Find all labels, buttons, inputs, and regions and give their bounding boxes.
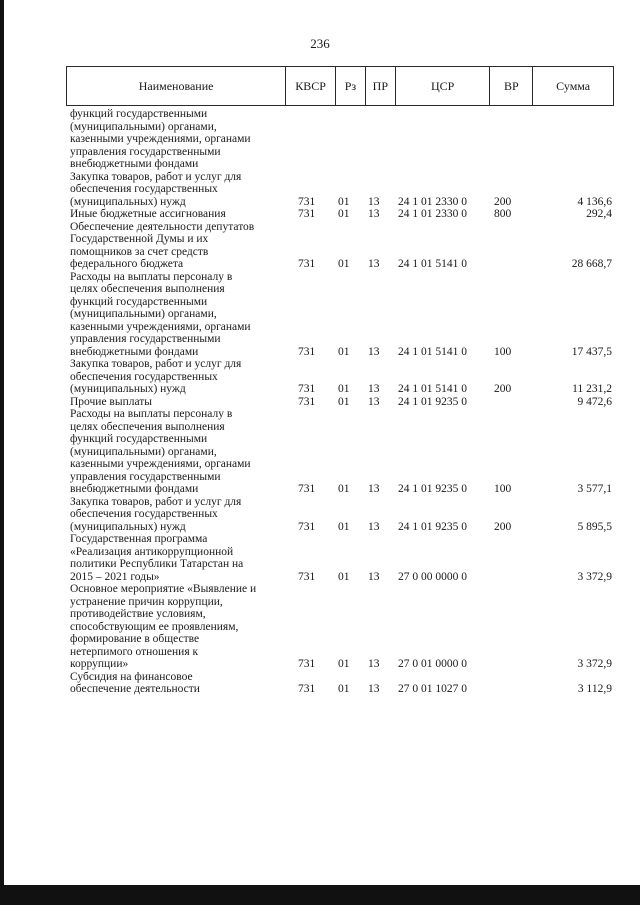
cell-rz: 01 (338, 195, 350, 208)
cell-kvsr: 731 (298, 683, 316, 695)
cell-kvsr: 731 (298, 345, 316, 358)
cell-kvsr: 731 (298, 570, 316, 583)
cell-rz: 01 (338, 570, 350, 583)
cell-pr: 13 (368, 483, 380, 495)
cell-sum: 9 472,6 (577, 395, 612, 408)
table-row (70, 271, 614, 359)
cell-vr: 200 (494, 383, 512, 395)
cell-name: Обеспечение деятельности депутатов Государственной Думы и их помощников за счет средств федерального бюджета (70, 220, 255, 270)
cell-name: Прочие выплаты (70, 395, 153, 408)
header-sum: Сумма (556, 78, 591, 93)
cell-sum: 3 112,9 (577, 683, 612, 695)
header-csr: ЦСР (396, 67, 491, 105)
cell-csr: 27 0 01 1027 0 (398, 683, 467, 695)
cell-csr: 24 1 01 9235 0 (398, 520, 467, 533)
cell-kvsr: 731 (298, 395, 316, 408)
cell-name: Закупка товаров, работ и услуг для обеспечения государственных (муниципальных) нужд (70, 170, 242, 208)
cell-rz: 01 (338, 395, 350, 408)
cell-name: Иные бюджетные ассигнования (70, 208, 226, 220)
cell-name: Основное мероприятие «Выявление и устранение причин коррупции, противодействие условиям, способствующим ее проявлениям, формирование в обществе нетерпимого отношения к коррупции» (70, 583, 257, 670)
cell-pr: 13 (368, 658, 380, 670)
header-pr: ПР (366, 67, 396, 105)
cell-pr: 13 (368, 195, 380, 208)
cell-csr: 24 1 01 9235 0 (398, 483, 467, 495)
cell-sum: 4 136,6 (577, 195, 612, 208)
cell-sum: 3 577,1 (577, 483, 612, 495)
scan-bottom-edge (0, 885, 640, 905)
table-row (70, 408, 614, 496)
table-row (70, 671, 614, 696)
cell-kvsr: 731 (298, 520, 316, 533)
cell-vr: 100 (494, 345, 512, 358)
cell-sum: 5 895,5 (577, 520, 612, 533)
header-vr: ВР (490, 67, 533, 105)
cell-kvsr: 731 (298, 258, 316, 270)
cell-name: Государственная программа «Реализация антикоррупционной политики Республики Татарстан на 2015 – 2021 годы» (70, 533, 244, 583)
cell-sum: 3 372,9 (577, 570, 612, 583)
cell-pr: 13 (368, 520, 380, 533)
table-body (70, 108, 614, 696)
cell-pr: 13 (368, 683, 380, 695)
cell-name: Закупка товаров, работ и услуг для обеспечения государственных (муниципальных) нужд (70, 358, 242, 395)
cell-csr: 24 1 01 5141 0 (398, 383, 467, 395)
cell-sum: 28 668,7 (571, 258, 612, 270)
cell-vr: 100 (494, 483, 512, 495)
table-row (70, 583, 614, 671)
cell-kvsr: 731 (298, 383, 316, 395)
header-kvsr: КВСР (286, 67, 336, 105)
cell-csr: 24 1 01 5141 0 (398, 258, 467, 270)
cell-name: Закупка товаров, работ и услуг для обеспечения государственных (муниципальных) нужд (70, 495, 242, 533)
table-row (70, 496, 614, 534)
cell-name: Расходы на выплаты персоналу в целях обеспечения выполнения функций государственными (муниципальными) органами, казенными учреждениями, органами управления государственными внебюджетными фондами (70, 408, 251, 495)
cell-pr: 13 (368, 208, 380, 220)
cell-pr: 13 (368, 345, 380, 358)
cell-kvsr: 731 (298, 195, 316, 208)
cell-kvsr: 731 (298, 208, 316, 220)
cell-kvsr: 731 (298, 483, 316, 495)
cell-csr: 24 1 01 2330 0 (398, 208, 467, 220)
cell-csr: 27 0 00 0000 0 (398, 570, 467, 583)
page-number: 236 (310, 36, 330, 51)
table-row (70, 171, 614, 209)
table-header (66, 66, 614, 106)
table-row (70, 221, 614, 271)
cell-sum: 17 437,5 (571, 345, 612, 358)
cell-rz: 01 (338, 658, 350, 670)
cell-pr: 13 (368, 383, 380, 395)
cell-rz: 01 (338, 683, 350, 695)
cell-rz: 01 (338, 520, 350, 533)
cell-pr: 13 (368, 258, 380, 270)
cell-name: функций государственными (муниципальными) органами, казенными учреждениями, органами управления государственными внебюджетными фондами (70, 108, 251, 170)
cell-csr: 24 1 01 2330 0 (398, 195, 467, 208)
cell-rz: 01 (338, 258, 350, 270)
cell-vr: 200 (494, 195, 512, 208)
cell-pr: 13 (368, 395, 380, 408)
cell-name: Субсидия на финансовое обеспечение деятельности (70, 670, 200, 695)
table-row (70, 396, 614, 409)
table-row (70, 208, 614, 221)
cell-csr: 24 1 01 9235 0 (398, 395, 467, 408)
cell-csr: 24 1 01 5141 0 (398, 345, 467, 358)
table-row (70, 108, 614, 171)
cell-kvsr: 731 (298, 658, 316, 670)
cell-sum: 3 372,9 (577, 658, 612, 670)
cell-pr: 13 (368, 570, 380, 583)
cell-sum: 11 231,2 (572, 383, 612, 395)
table-row (70, 533, 614, 583)
scan-edge-shadow (0, 0, 4, 905)
header-name: Наименование (67, 67, 286, 105)
cell-sum: 292,4 (586, 208, 612, 220)
cell-vr: 800 (494, 208, 512, 220)
cell-rz: 01 (338, 483, 350, 495)
cell-rz: 01 (338, 208, 350, 220)
header-rz: Рз (336, 67, 366, 105)
cell-rz: 01 (338, 345, 350, 358)
cell-csr: 27 0 01 0000 0 (398, 658, 467, 670)
cell-vr: 200 (494, 520, 512, 533)
cell-name: Расходы на выплаты персоналу в целях обеспечения выполнения функций государственными (муниципальными) органами, казенными учреждениями, органами управления государственными внебюджетными фондами (70, 270, 251, 358)
table-row (70, 358, 614, 396)
cell-rz: 01 (338, 383, 350, 395)
